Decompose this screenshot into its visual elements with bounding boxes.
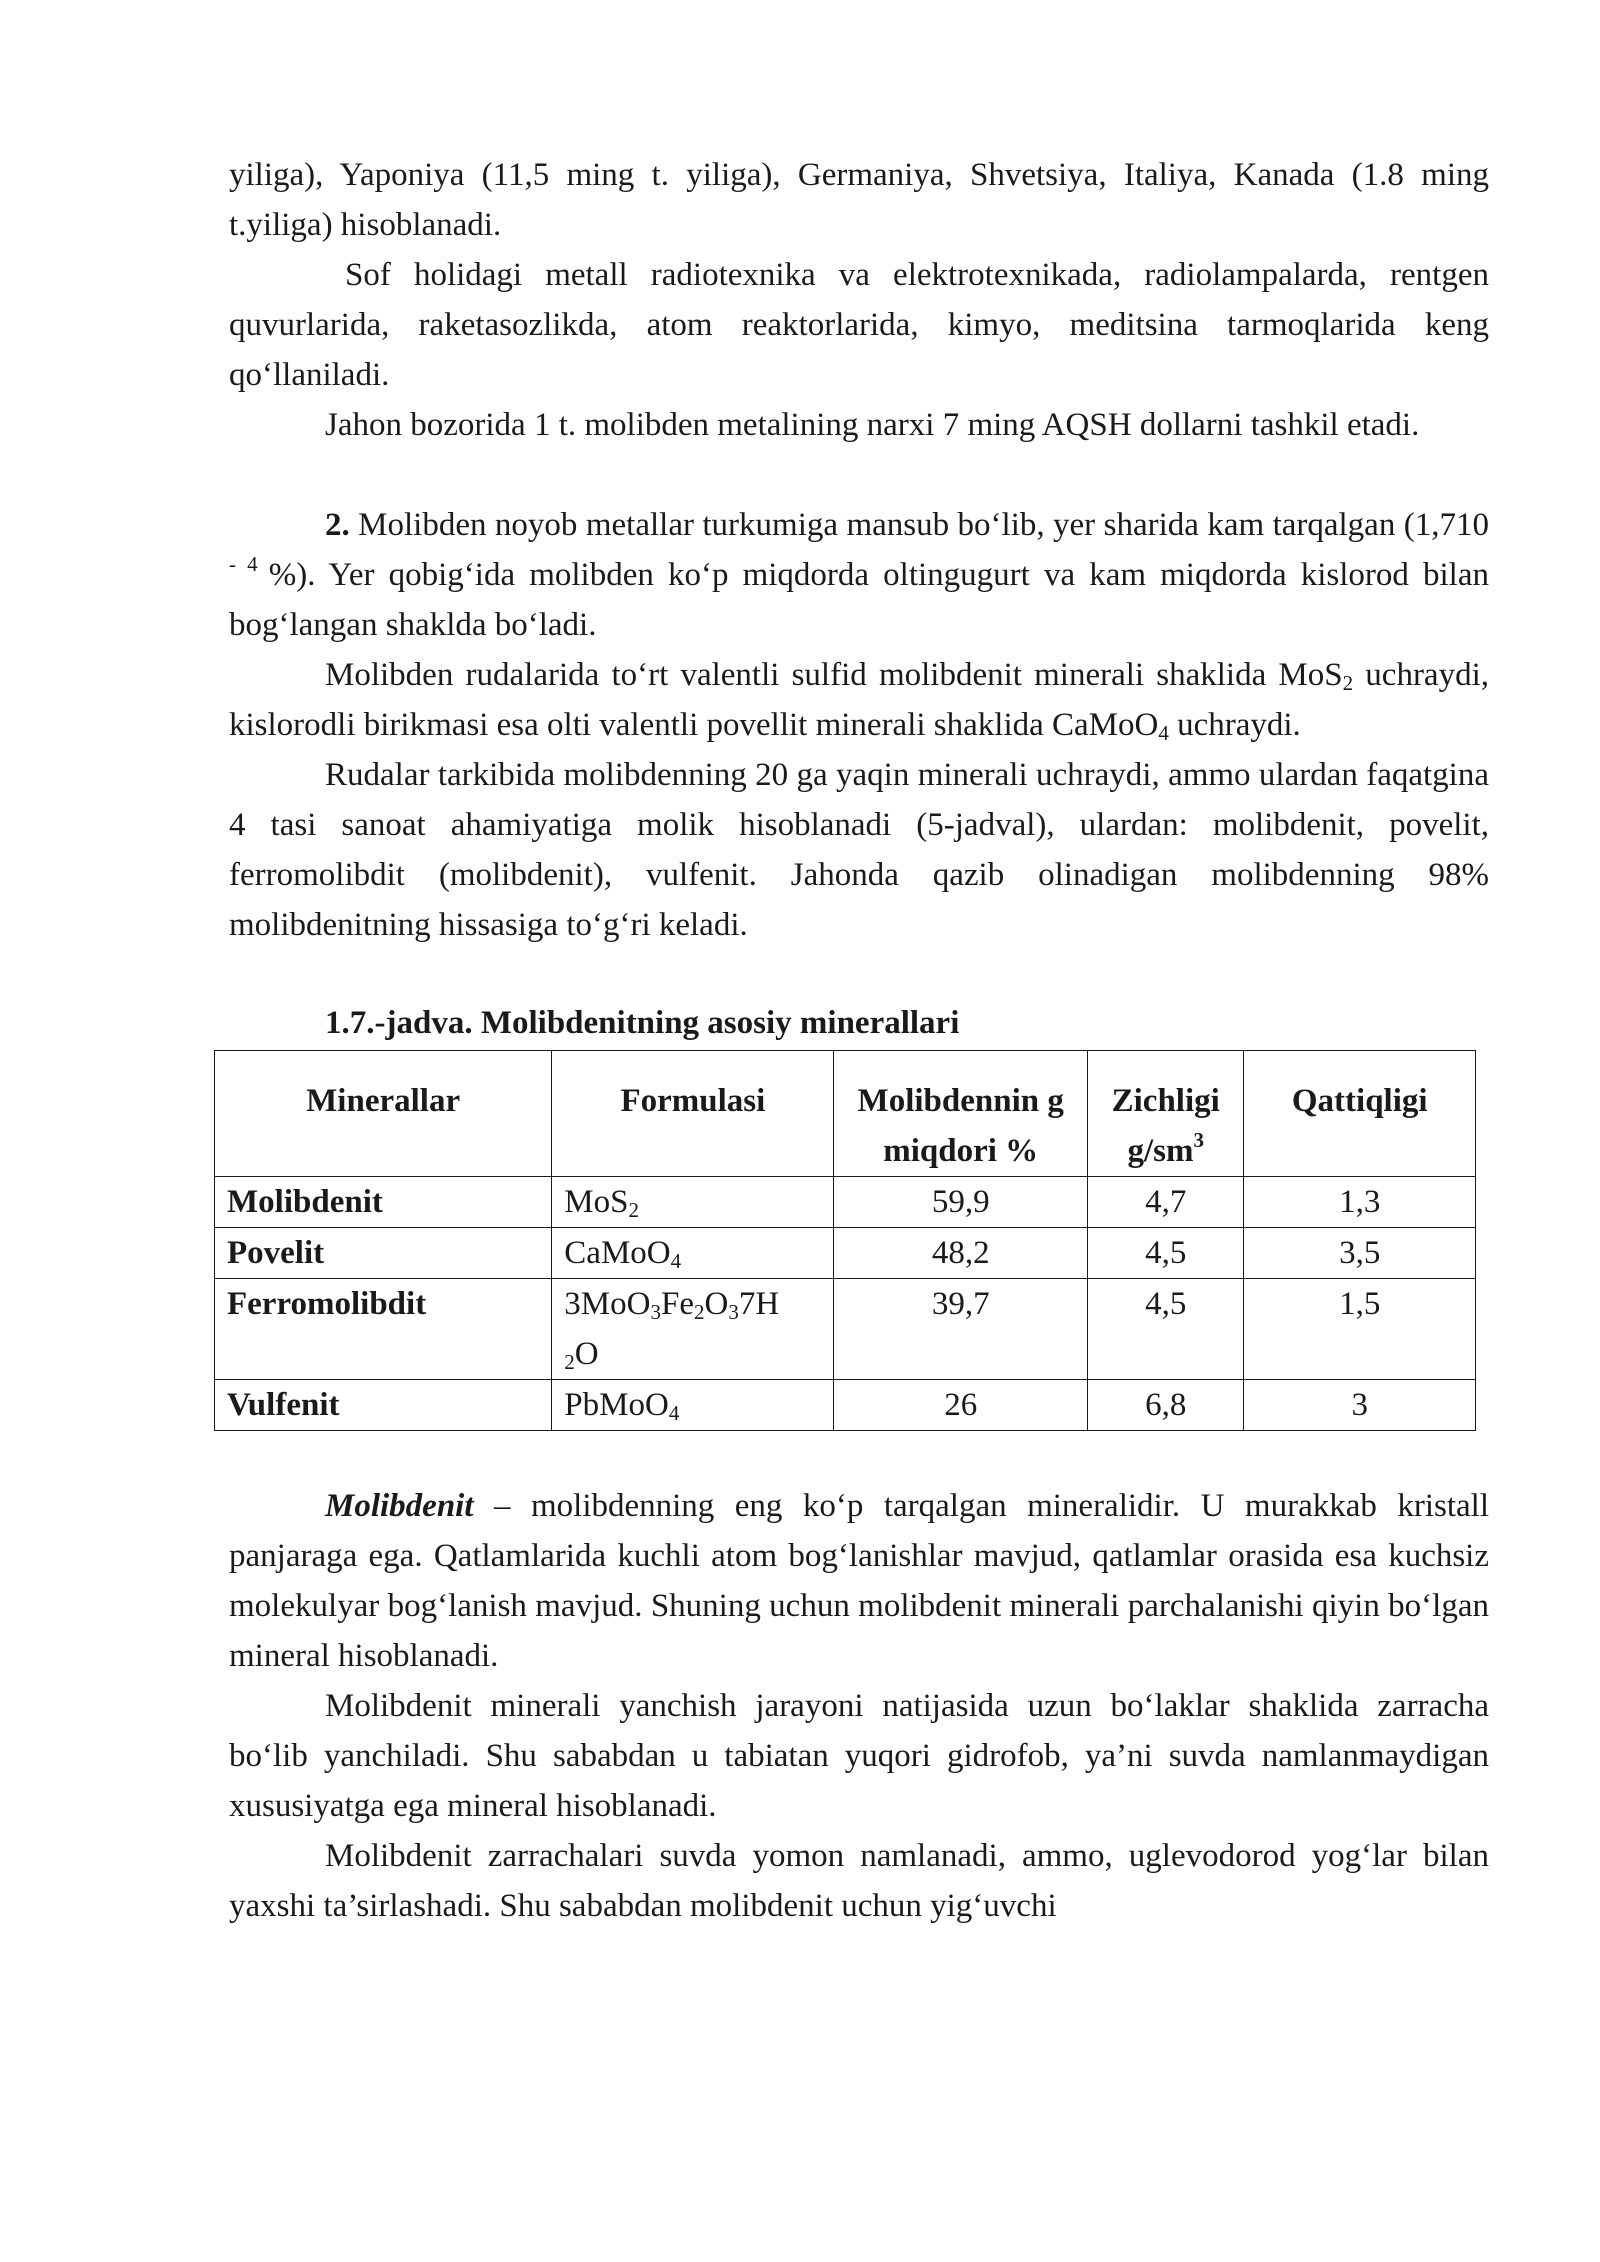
mineral-name: Povelit xyxy=(215,1228,552,1279)
density: 6,8 xyxy=(1087,1380,1244,1431)
paragraph-5: Molibden rudalarida to‘rt valentli sulfid molibdenit minerali shaklida MoS$_2$ uchraydi, kislorodli birikmasi esa olti valentli povellit minerali shaklida CaMoO$_4$ uchraydi. xyxy=(229,657,1489,745)
mineral-formula: PbMoO$_4$ xyxy=(552,1380,834,1431)
table-caption: 1.7.-jadva. Molibdenitning asosiy minerallari xyxy=(325,1005,960,1041)
paragraph-8: Molibdenit minerali yanchish jarayoni natijasida uzun bo‘laklar shaklida zarracha bo‘lib yanchiladi. Shu sababdan u tabiatan yuqori gidrofob, ya’ni suvda namlanmaydigan xususiyatga ega mineral hisoblanadi. xyxy=(229,1688,1489,1824)
hardness: 1,5 xyxy=(1244,1279,1476,1380)
paragraph-7: Molibdenit – molibdenning eng ko‘p tarqalgan mineralidir. U murakkab kristall panjaraga ega. Qatlamlarida kuchli atom bog‘lanishlar mavjud, qatlamlar orasida esa kuchsiz molekulyar bog‘lanish mavjud. Shuning uchun molibdenit minerali parchalanishi qiyin bo‘lgan mineral hisoblanadi. xyxy=(229,1488,1489,1674)
density: 4,5 xyxy=(1087,1228,1244,1279)
table-row xyxy=(215,1380,1476,1431)
paragraph-1: yiliga), Yaponiya (11,5 ming t. yiliga), Germaniya, Shvetsiya, Italiya, Kanada (1.8 ming t.yiliga) hisoblanadi. xyxy=(229,157,1489,243)
table-row xyxy=(215,1228,1476,1279)
hardness: 3,5 xyxy=(1244,1228,1476,1279)
mineral-name: Molibdenit xyxy=(215,1177,552,1228)
mo-content: 48,2 xyxy=(834,1228,1088,1279)
header-minerallar: Minerallar xyxy=(215,1051,552,1177)
paragraph-3: Jahon bozorida 1 t. molibden metalining narxi 7 ming AQSH dollarni tashkil etadi. xyxy=(325,407,1420,443)
hardness: 3 xyxy=(1244,1380,1476,1431)
mineral-name: Vulfenit xyxy=(215,1380,552,1431)
header-mo-content: Molibdennin g miqdori % xyxy=(834,1051,1088,1177)
mo-content: 59,9 xyxy=(834,1177,1088,1228)
paragraph-9: Molibdenit zarrachalari suvda yomon namlanadi, ammo, uglevodorod yog‘lar bilan yaxshi ta’sirlashadi. Shu sababdan molibdenit uchun yig‘uvchi xyxy=(229,1838,1489,1924)
section-number: 2. xyxy=(325,507,350,543)
spacer xyxy=(229,950,1489,998)
paragraph-2: Sof holidagi metall radiotexnika va elektrotexnikada, radiolampalarda, rentgen quvurlarida, raketasozlikda, atom reaktorlarida, kimyo, meditsina tarmoqlarida keng qo‘llaniladi. xyxy=(229,257,1489,393)
table-header-row xyxy=(215,1051,1476,1177)
mineral-formula: MoS$_2$ xyxy=(552,1177,834,1228)
header-density: Zichligi $g/sm^3$ xyxy=(1087,1051,1244,1177)
density: 4,7 xyxy=(1087,1177,1244,1228)
mo-content: 39,7 xyxy=(834,1279,1088,1380)
mineral-formula: $3MoO_3Fe_2O_37H$ $_2$O xyxy=(552,1279,834,1380)
table-row xyxy=(215,1279,1476,1380)
minerals-table xyxy=(214,1050,1476,1431)
header-formulasi: Formulasi xyxy=(552,1051,834,1177)
paragraph-6: Rudalar tarkibida molibdenning 20 ga yaqin minerali uchraydi, ammo ulardan faqatgina 4 tasi sanoat ahamiyatiga molik hisoblanadi (5-jadval), ulardan: molibdenit, povelit, ferromolibdit (molibdenit), vulfenit. Jahonda qazib olinadigan molibdenning 98% molibdenitning hissasiga to‘g‘ri keladi. xyxy=(229,757,1489,943)
term-molibdenit: Molibdenit xyxy=(325,1488,474,1524)
spacer xyxy=(229,450,1489,500)
mineral-name: Ferromolibdit xyxy=(215,1279,552,1380)
header-hardness: Qattiqligi xyxy=(1244,1051,1476,1177)
mo-content: 26 xyxy=(834,1380,1088,1431)
table-row xyxy=(215,1177,1476,1228)
paragraph-4: 2. Molibden noyob metallar turkumiga mansub bo‘lib, yer sharida kam tarqalgan (1,710 $^{- 4}$ %). Yer qobig‘ida molibden ko‘p miqdorda oltingugurt va kam miqdorda kislorod bilan bog‘langan shaklda bo‘ladi. xyxy=(229,507,1489,643)
mineral-formula: CaMoO$_4$ xyxy=(552,1228,834,1279)
spacer xyxy=(229,1431,1489,1481)
document-page xyxy=(229,150,1489,1931)
hardness: 1,3 xyxy=(1244,1177,1476,1228)
density: 4,5 xyxy=(1087,1279,1244,1380)
